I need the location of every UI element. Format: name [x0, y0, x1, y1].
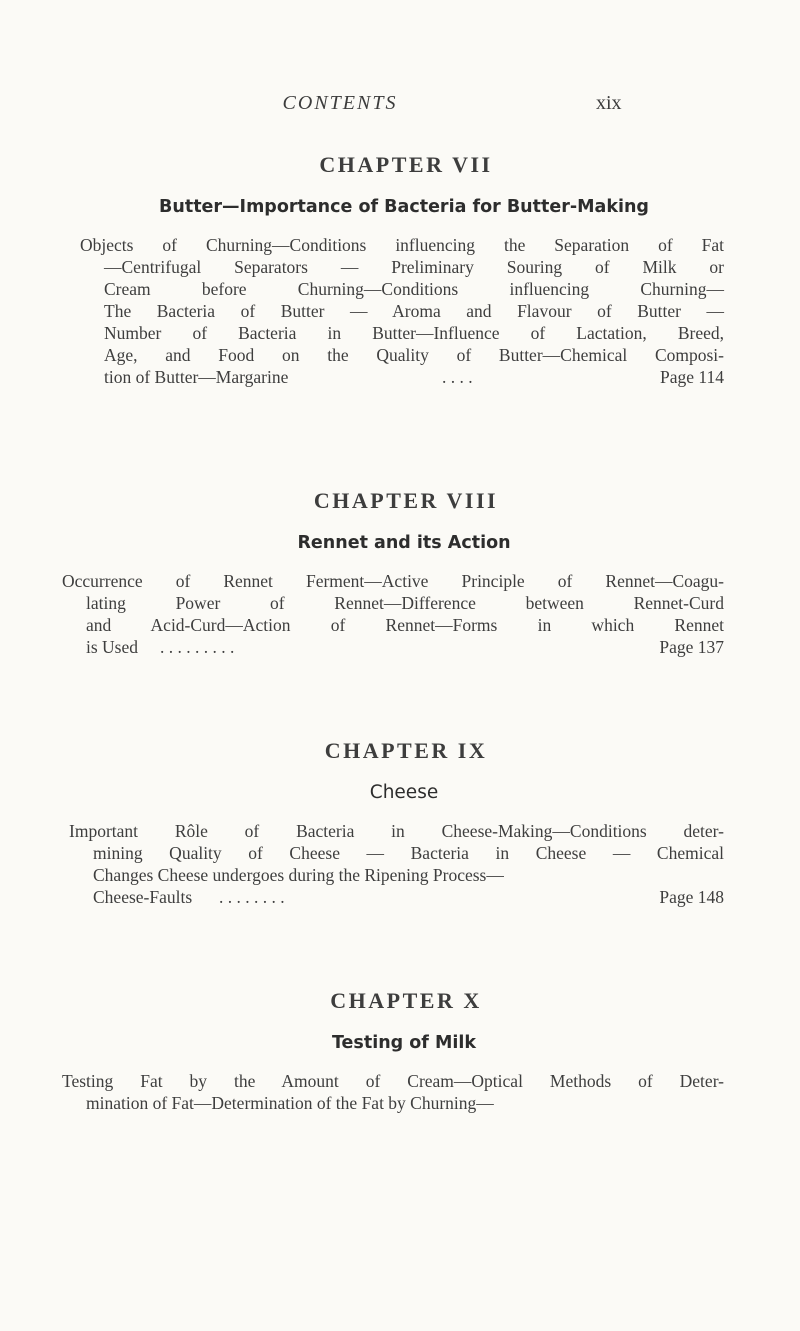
synopsis-last-line	[62, 636, 724, 658]
page-reference: Page 148	[659, 887, 724, 907]
synopsis-line: mining Quality of Cheese — Bacteria in Cheese — Chemical	[93, 843, 724, 863]
chapter-vii	[0, 150, 800, 388]
chapter-heading: CHAPTER IX	[324, 738, 488, 763]
synopsis-line: Age, and Food on the Quality of Butter—Chemical Composi-	[104, 345, 724, 365]
synopsis-line: The Bacteria of Butter — Aroma and Flavour of Butter —	[104, 301, 724, 321]
synopsis-line: Important Rôle of Bacteria in Cheese-Making—Conditions deter-	[69, 821, 724, 841]
synopsis-last-line	[69, 886, 724, 908]
page-reference: Page 114	[660, 367, 724, 387]
chapter-heading: CHAPTER VIII	[313, 488, 499, 513]
synopsis-line: Cream before Churning—Conditions influencing Churning—	[104, 279, 724, 299]
chapter-title: Butter—Importance of Bacteria for Butter-Making	[159, 197, 649, 217]
chapter-heading: CHAPTER X	[330, 988, 482, 1013]
synopsis-line: lating Power of Rennet—Difference between Rennet-Curd	[86, 593, 724, 613]
chapter-title: Rennet and its Action	[297, 533, 511, 553]
synopsis-line: Testing Fat by the Amount of Cream—Optical Methods of Deter-	[62, 1071, 724, 1091]
synopsis-line: Changes Cheese undergoes during the Ripening Process—	[93, 865, 504, 885]
synopsis-line: mination of Fat—Determination of the Fat by Churning—	[86, 1093, 494, 1113]
leader-dots: . . . . . . . .	[219, 887, 285, 907]
page-number: xix	[596, 92, 622, 114]
leader-dots: . . . . . . . . .	[160, 637, 235, 657]
synopsis-line: Objects of Churning—Conditions influencing the Separation of Fat	[80, 235, 724, 255]
chapter-viii	[0, 486, 800, 658]
synopsis-line: Occurrence of Rennet Ferment—Active Principle of Rennet—Coagu-	[62, 571, 724, 591]
page-reference: Page 137	[659, 637, 724, 657]
chapter-heading: CHAPTER VII	[319, 152, 493, 177]
synopsis-line: and Acid-Curd—Action of Rennet—Forms in which Rennet	[86, 615, 724, 635]
chapter-ix	[0, 736, 800, 908]
synopsis-line: is Used	[86, 637, 139, 657]
chapter-x	[0, 986, 800, 1114]
chapter-synopsis	[62, 570, 724, 658]
synopsis-line: tion of Butter—Margarine	[104, 367, 289, 387]
synopsis-line: —Centrifugal Separators — Preliminary Souring of Milk or	[104, 257, 724, 277]
synopsis-last-line	[80, 366, 724, 388]
chapter-title: Testing of Milk	[331, 1033, 477, 1053]
synopsis-line: Number of Bacteria in Butter—Influence of Lactation, Breed,	[104, 323, 724, 343]
leader-dots: . . . .	[442, 367, 473, 387]
chapter-title: Cheese	[369, 782, 439, 803]
chapter-synopsis	[62, 1070, 724, 1114]
chapter-synopsis	[69, 820, 724, 908]
running-head	[0, 92, 800, 118]
synopsis-line: Cheese-Faults	[93, 887, 193, 907]
chapter-synopsis	[80, 234, 724, 388]
running-title: CONTENTS	[282, 92, 398, 114]
